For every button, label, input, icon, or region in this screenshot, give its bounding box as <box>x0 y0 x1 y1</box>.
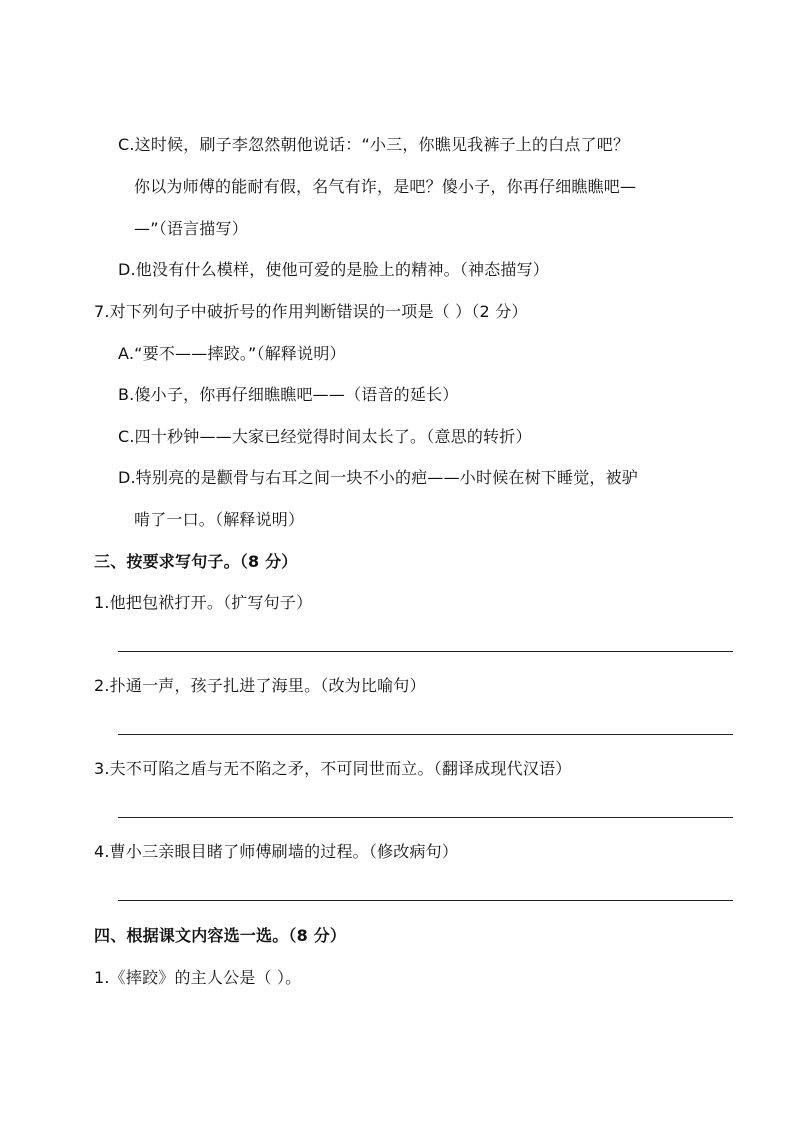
q7-option-c: C.四十秒钟——大家已经觉得时间太长了。（意思的转折） <box>118 427 532 446</box>
section3-item-1: 1.他把包袱打开。（扩写句子） <box>94 593 313 612</box>
answer-line-2[interactable] <box>118 734 733 735</box>
answer-line-1[interactable] <box>118 651 733 652</box>
answer-line-3[interactable] <box>118 817 733 818</box>
q7-option-d-line2: 啃了一口。（解释说明） <box>134 510 305 529</box>
q6-option-c-line1: C.这时候，刷子李忽然朝他说话：“小三，你瞧见我裤子上的白点了吧？ <box>118 135 630 154</box>
q6-option-d: D.他没有什么模样，使他可爱的是脸上的精神。（神态描写） <box>118 260 550 279</box>
section3-item-2: 2.扑通一声，孩子扎进了海里。（改为比喻句） <box>94 676 426 695</box>
section3-heading: 三、按要求写句子。（8 分） <box>94 552 298 571</box>
q7-stem: 7.对下列句子中破折号的作用判断错误的一项是（ ）（2 分） <box>94 302 528 321</box>
q6-option-c-line3: —”（语言描写） <box>134 219 248 238</box>
q6-option-c-line2: 你以为师傅的能耐有假，名气有诈，是吧？傻小子，你再仔细瞧瞧吧— <box>134 177 637 196</box>
q7-option-d-line1: D.特别亮的是颧骨与右耳之间一块不小的疤——小时候在树下睡觉，被驴 <box>118 468 639 487</box>
section3-item-3: 3.夫不可陷之盾与无不陷之矛，不可同世而立。（翻译成现代汉语） <box>94 759 572 778</box>
section4-item-1: 1.《摔跤》的主人公是（ ）。 <box>94 968 302 987</box>
answer-line-4[interactable] <box>118 900 733 901</box>
section4-heading: 四、根据课文内容选一选。（8 分） <box>94 926 347 945</box>
section3-item-4: 4.曹小三亲眼目睹了师傅刷墙的过程。（修改病句） <box>94 842 459 861</box>
q7-option-a: A.“要不——摔跤。”（解释说明） <box>118 344 346 363</box>
q7-option-b: B.傻小子，你再仔细瞧瞧吧——（语音的延长） <box>118 385 459 404</box>
